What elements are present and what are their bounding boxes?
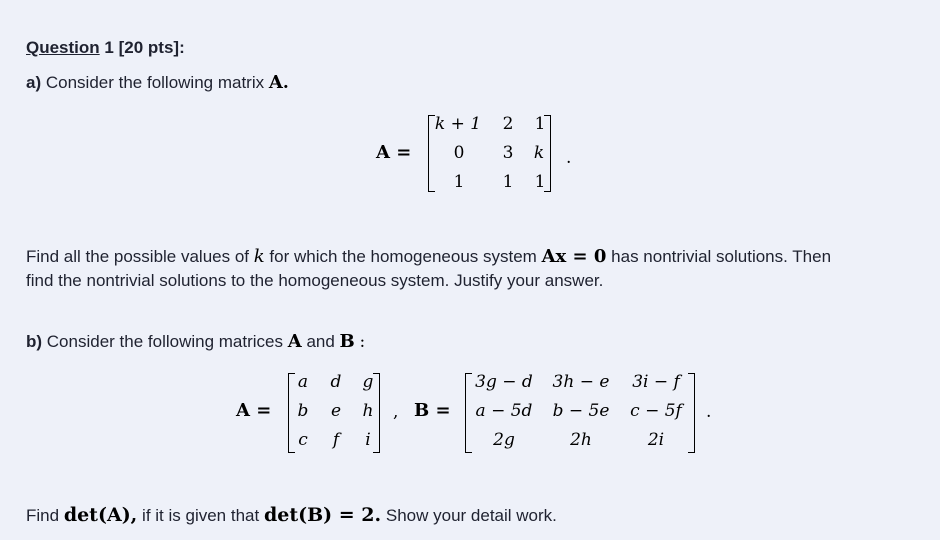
matrix-b-b-left-bracket [465,373,472,453]
matrix-cell: 2h [570,430,592,450]
matrix-cell: k [533,143,545,163]
part-a-intro-text: Consider the following matrix [45,73,265,92]
part-b-comma: , [393,402,399,422]
part-b-intro-text: Consider the following matrices [46,332,283,351]
question-points: [20 pts]: [118,38,185,57]
part-a-task-text: has nontrivial solutions. Then [611,247,832,266]
part-a-task-line-2: find the nontrivial solutions to the homogeneous system. Justify your answer. [26,271,604,290]
matrix-cell: 3g − d [475,372,533,392]
matrix-b-a-right-bracket [373,373,380,453]
matrix-cell: i [365,430,371,450]
part-b-task [26,504,557,526]
part-b-and: and [306,332,335,351]
matrix-b-a-left-bracket [288,373,295,453]
part-b-intro [26,331,365,352]
matrix-cell: b − 5e [552,401,610,421]
matrix-cell: 1 [502,172,514,192]
matrix-cell: d [330,372,342,392]
matrix-cell: c [298,430,308,450]
part-b-eq-a: A = [236,400,272,421]
matrix-cell: b [297,401,309,421]
part-a-intro [26,72,289,93]
matrix-cell: 2i [647,430,665,450]
matrix-cell: 1 [534,172,546,192]
part-b-given: if it is given that [142,506,260,525]
part-b-colon: : [359,332,366,352]
part-b-label: b) [26,332,43,351]
part-b-name-a: A [287,331,302,352]
part-a-matrix-period: . [566,148,572,168]
homogeneous-system: Ax = 0 [541,246,607,267]
part-b-eq-b: B = [414,400,451,421]
question-label: Question [26,38,100,57]
matrix-cell: e [330,401,342,421]
matrix-cell: 3 [502,143,514,163]
matrix-cell: h [362,401,374,421]
matrix-b-b-right-bracket [688,373,695,453]
part-b-find: Find [26,506,60,525]
part-a-task-text: Find all the possible values of [26,247,250,266]
matrix-cell: f [332,430,340,450]
matrix-cell: 2 [502,114,514,134]
part-a-task-text: for which the homogeneous system [269,247,537,266]
part-b-show: Show your detail work. [385,506,557,525]
part-a-equation-lhs: A = [376,142,412,163]
part-a-task-line-1 [26,246,831,267]
matrix-cell: 3i − f [632,372,680,392]
part-a-period: . [282,73,289,93]
matrix-cell: c − 5f [630,401,682,421]
matrix-cell: 2g [493,430,515,450]
variable-k: k [253,246,265,267]
det-a: det(A), [63,504,138,526]
matrix-cell: g [362,372,374,392]
question-number: 1 [104,38,114,57]
matrix-cell: 1 [453,172,465,192]
matrix-cell: 3h − e [552,372,610,392]
matrix-cell: 0 [453,143,465,163]
matrix-cell: k + 1 [434,114,482,134]
part-a-label: a) [26,73,42,92]
part-b-period: . [706,402,712,422]
question-heading [26,38,185,58]
matrix-cell: a [297,372,309,392]
det-b-equation: det(B) = 2. [263,504,382,526]
matrix-cell: a − 5d [475,401,533,421]
matrix-cell: 1 [534,114,546,134]
part-b-name-b: B [339,331,355,352]
part-a-matrix-name: A [268,72,283,93]
